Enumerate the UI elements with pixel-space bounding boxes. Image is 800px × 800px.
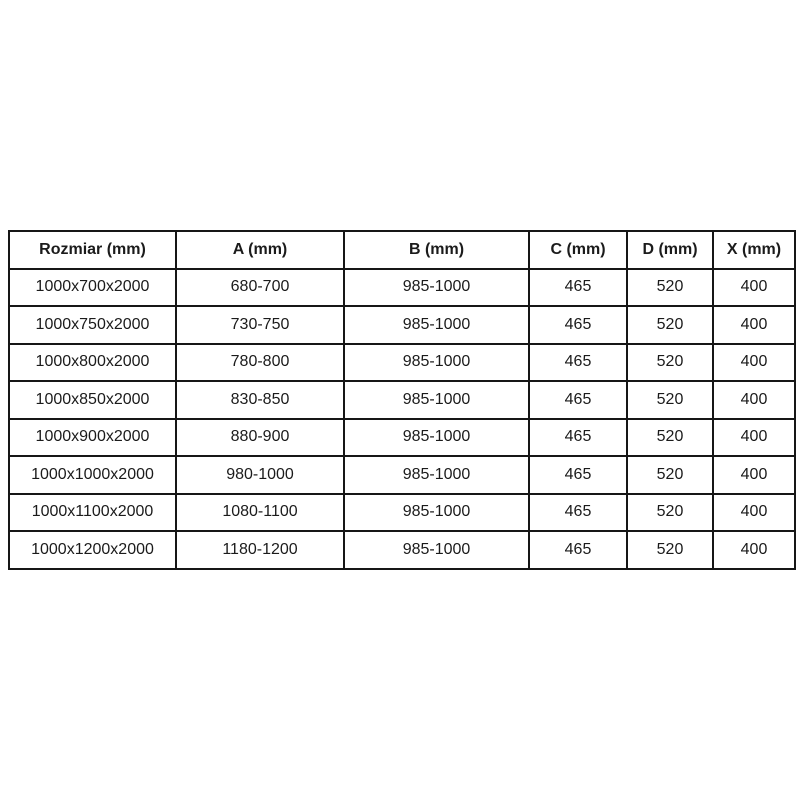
table-cell: 1000x900x2000 [9, 419, 176, 457]
table-cell: 1000x1200x2000 [9, 531, 176, 569]
table-cell: 780-800 [176, 344, 344, 382]
table-row [9, 494, 795, 532]
table-cell: 520 [627, 531, 713, 569]
table-cell: 985-1000 [344, 419, 529, 457]
table-cell: 465 [529, 531, 627, 569]
table-cell: 400 [713, 531, 795, 569]
table-cell: 1000x850x2000 [9, 381, 176, 419]
table-cell: 520 [627, 419, 713, 457]
table-cell: 520 [627, 381, 713, 419]
header-cell: B (mm) [344, 231, 529, 269]
table-cell: 1080-1100 [176, 494, 344, 532]
header-cell: A (mm) [176, 231, 344, 269]
table-row [9, 269, 795, 307]
dimension-spec-table [8, 230, 796, 570]
table-cell: 985-1000 [344, 456, 529, 494]
table-cell: 1000x1100x2000 [9, 494, 176, 532]
table-cell: 465 [529, 494, 627, 532]
table-cell: 730-750 [176, 306, 344, 344]
table-cell: 465 [529, 381, 627, 419]
table-cell: 400 [713, 306, 795, 344]
table-cell: 985-1000 [344, 269, 529, 307]
header-cell: D (mm) [627, 231, 713, 269]
table-row [9, 531, 795, 569]
header-cell: X (mm) [713, 231, 795, 269]
header-row [9, 231, 795, 269]
table-cell: 465 [529, 419, 627, 457]
table-row [9, 381, 795, 419]
table-row [9, 456, 795, 494]
table-cell: 465 [529, 269, 627, 307]
table-cell: 1000x1000x2000 [9, 456, 176, 494]
table-cell: 520 [627, 456, 713, 494]
table-cell: 465 [529, 344, 627, 382]
table-cell: 520 [627, 344, 713, 382]
table-cell: 520 [627, 269, 713, 307]
table-body [9, 269, 795, 569]
table-cell: 880-900 [176, 419, 344, 457]
table-cell: 1000x750x2000 [9, 306, 176, 344]
table-cell: 1000x800x2000 [9, 344, 176, 382]
table-cell: 400 [713, 269, 795, 307]
header-cell: C (mm) [529, 231, 627, 269]
header-cell: Rozmiar (mm) [9, 231, 176, 269]
table-cell: 400 [713, 344, 795, 382]
table-cell: 680-700 [176, 269, 344, 307]
table-cell: 400 [713, 381, 795, 419]
table-cell: 985-1000 [344, 344, 529, 382]
table-head [9, 231, 795, 269]
table-row [9, 344, 795, 382]
table-cell: 400 [713, 419, 795, 457]
table-cell: 985-1000 [344, 531, 529, 569]
table-cell: 1180-1200 [176, 531, 344, 569]
table-cell: 520 [627, 494, 713, 532]
table-cell: 465 [529, 306, 627, 344]
table-row [9, 419, 795, 457]
table-cell: 830-850 [176, 381, 344, 419]
table-cell: 985-1000 [344, 306, 529, 344]
table-cell: 400 [713, 456, 795, 494]
table-row [9, 306, 795, 344]
table-cell: 1000x700x2000 [9, 269, 176, 307]
table-cell: 520 [627, 306, 713, 344]
table-cell: 985-1000 [344, 381, 529, 419]
table-cell: 400 [713, 494, 795, 532]
table-cell: 980-1000 [176, 456, 344, 494]
table-cell: 465 [529, 456, 627, 494]
table-cell: 985-1000 [344, 494, 529, 532]
